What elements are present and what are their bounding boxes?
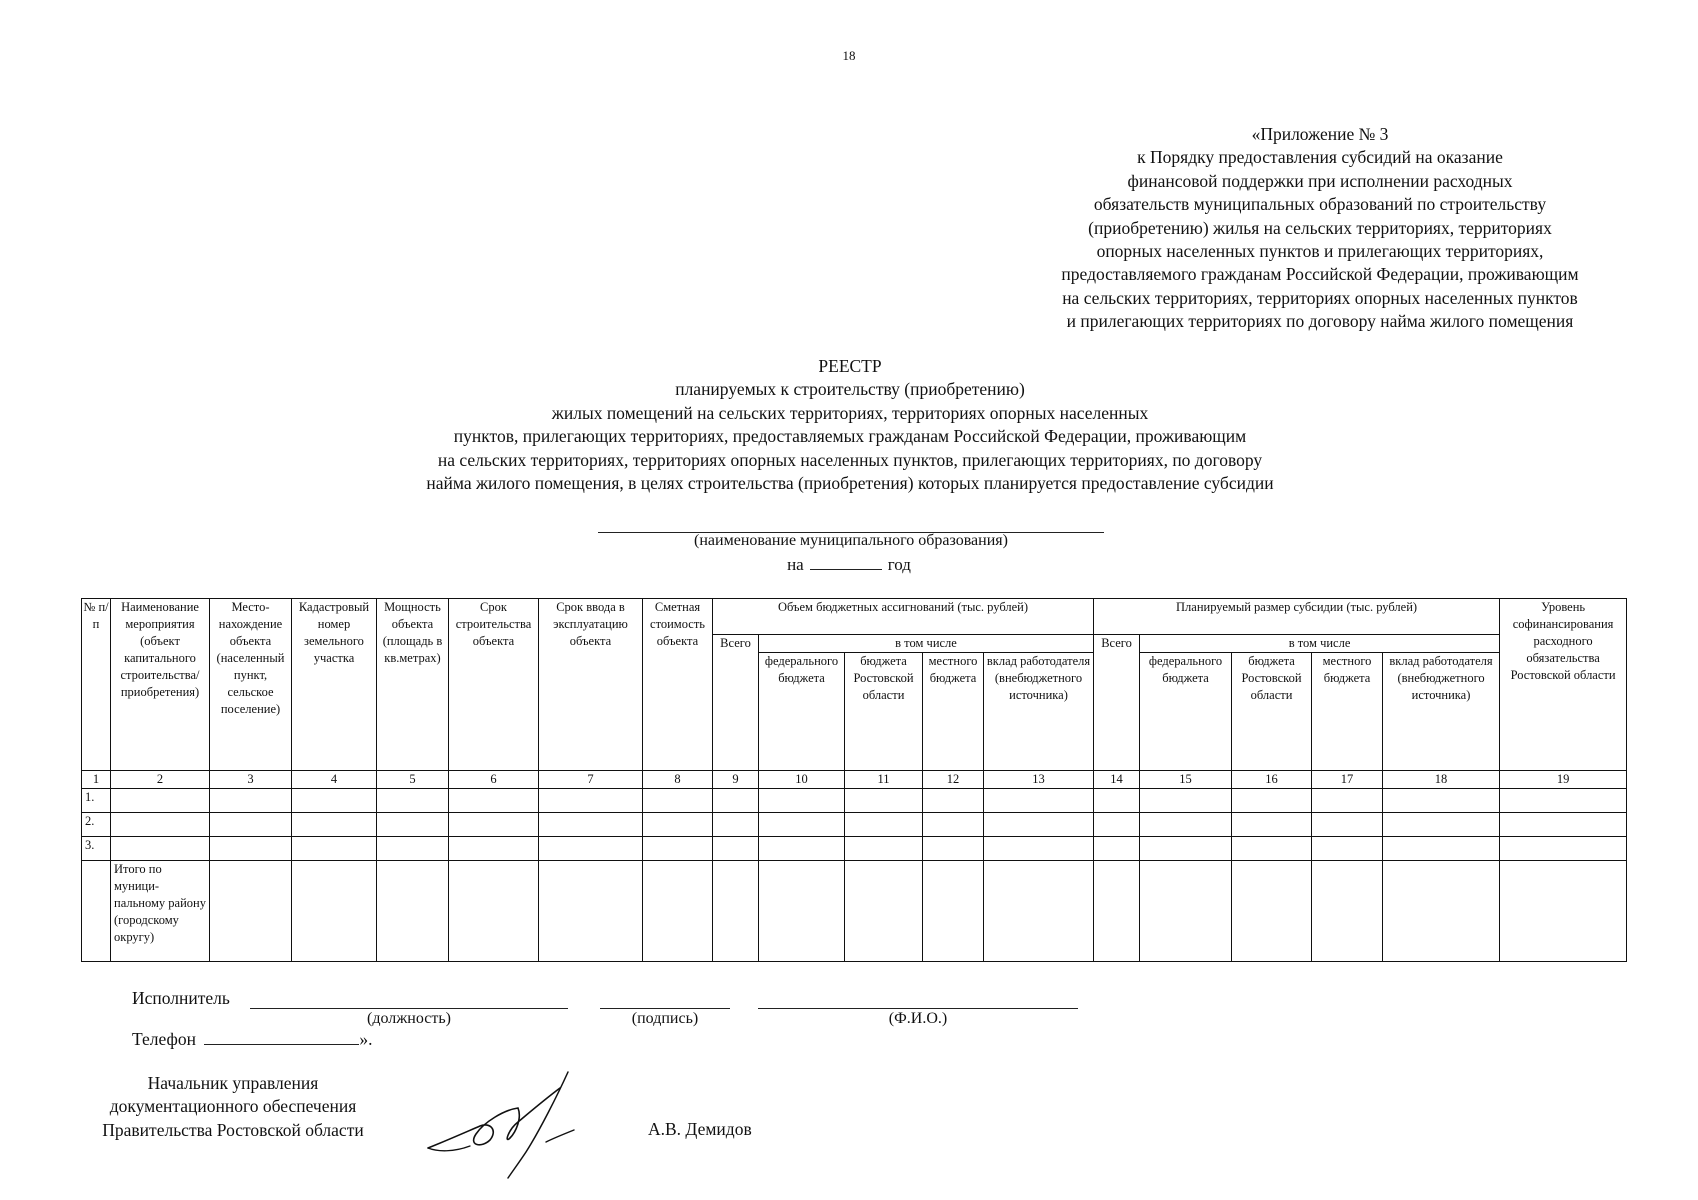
header-budget-including: в том числе [759,635,1094,653]
fio-caption: (Ф.И.О.) [888,1010,948,1027]
appendix-line: к Порядку предоставления субсидий на оказание [1137,147,1503,168]
year-fill-line [810,554,882,570]
column-number: 12 [923,771,984,789]
position-line [250,1008,568,1009]
appendix-line: опорных населенных пунктов и прилегающих территориях, [1096,241,1544,262]
header-location: Место-нахождение объекта (населенный пункт, сельское поселение) [210,599,292,771]
column-number: 9 [713,771,759,789]
year-prefix: на [787,555,804,574]
header-budget: Объем бюджетных ассигнований (тыс. рублей) [713,599,1094,635]
row-number: 2. [82,813,111,837]
column-number: 11 [845,771,923,789]
appendix-header [1000,123,1640,334]
column-number-row [82,771,1627,789]
phone-end: ». [359,1029,373,1049]
header-name: Наименование мероприятия (объект капитального строительства/ приобретения) [111,599,210,771]
head-line: документационного обеспечения [109,1096,357,1117]
column-number: 7 [539,771,643,789]
phone-label: Телефон [132,1029,196,1049]
appendix-line: и прилегающих территориях по договору найма жилого помещения [1066,311,1574,332]
header-cadastral: Кадастровый номер земельного участка [292,599,377,771]
title-line: пунктов, прилегающих территориях, предоставляемых гражданам Российской Федерации, проживающим [453,426,1247,447]
total-row [82,861,1627,962]
column-number: 1 [82,771,111,789]
municipality-caption: (наименование муниципального образования) [694,532,1008,549]
sign-caption: (подпись) [631,1010,699,1027]
position-caption: (должность) [367,1010,451,1027]
header-subsidy-local: местного бюджета [1312,653,1383,771]
appendix-line: «Приложение № 3 [1251,124,1389,144]
header-budget-federal: федерального бюджета [759,653,845,771]
appendix-line: (приобретению) жилья на сельских территориях, территориях [1088,217,1552,238]
document-title: РЕЕСТР [818,356,882,376]
header-budget-total: Всего [713,635,759,771]
column-number: 10 [759,771,845,789]
header-subsidy-including: в том числе [1140,635,1500,653]
phone-line [132,1028,372,1050]
year-line [0,554,1698,575]
document-title-block [330,355,1370,495]
head-line: Начальник управления [147,1073,319,1093]
handwritten-signature [418,1060,618,1180]
column-number: 6 [449,771,539,789]
column-number: 19 [1500,771,1627,789]
header-subsidy: Планируемый размер субсидии (тыс. рублей) [1094,599,1500,635]
column-number: 15 [1140,771,1232,789]
head-name: А.В. Демидов [648,1119,752,1139]
year-suffix: год [887,555,911,574]
column-number: 17 [1312,771,1383,789]
column-number: 18 [1383,771,1500,789]
header-level: Уровень софинансирования расходного обязательства Ростовской области [1500,599,1627,771]
page-number: 18 [842,48,856,63]
appendix-line: на сельских территориях, территориях опорных населенных пунктов [1062,287,1578,308]
title-line: планируемых к строительству (приобретению) [675,379,1025,400]
header-build-term: Срок строительства объекта [449,599,539,771]
column-number: 14 [1094,771,1140,789]
table-row [82,837,1627,861]
head-line: Правительства Ростовской области [102,1119,364,1140]
title-line: на сельских территориях, территориях опорных населенных пунктов, прилегающих территориях, по договору [437,449,1263,470]
column-number: 8 [643,771,713,789]
header-budget-local: местного бюджета [923,653,984,771]
header-subsidy-regional: бюджета Ростовской области [1232,653,1312,771]
column-number: 4 [292,771,377,789]
column-number: 16 [1232,771,1312,789]
header-commission: Срок ввода в эксплуатацию объекта [539,599,643,771]
phone-fill-line [204,1028,359,1045]
header-subsidy-total: Всего [1094,635,1140,771]
header-subsidy-employer: вклад работодателя (внебюджетного источника) [1383,653,1500,771]
executor-label: Исполнитель [132,988,230,1008]
registry-table [81,598,1627,962]
header-capacity: Мощность объекта (площадь в кв.метрах) [377,599,449,771]
fio-line [758,1008,1078,1009]
title-line: жилых помещений на сельских территориях, территориях опорных населенных [551,402,1149,423]
header-subsidy-federal: федерального бюджета [1140,653,1232,771]
title-line: найма жилого помещения, в целях строительства (приобретения) которых планируется предоставление субсидии [426,473,1274,494]
row-number: 3. [82,837,111,861]
head-position [78,1072,388,1142]
header-budget-regional: бюджета Ростовской области [845,653,923,771]
table-row [82,789,1627,813]
header-num: № п/п [82,599,111,771]
column-number: 2 [111,771,210,789]
appendix-line: обязательств муниципальных образований по строительству [1093,194,1547,215]
appendix-line: финансовой поддержки при исполнении расходных [1127,170,1513,191]
total-label: Итого по муници-пальному району (городскому округу) [111,861,210,962]
appendix-line: предоставляемого гражданам Российской Федерации, проживающим [1061,264,1579,285]
table-row [82,813,1627,837]
sign-line [600,1008,730,1009]
header-cost: Сметная стоимость объекта [643,599,713,771]
column-number: 13 [984,771,1094,789]
column-number: 5 [377,771,449,789]
header-budget-employer: вклад работодателя (внебюджетного источника) [984,653,1094,771]
row-number: 1. [82,789,111,813]
column-number: 3 [210,771,292,789]
